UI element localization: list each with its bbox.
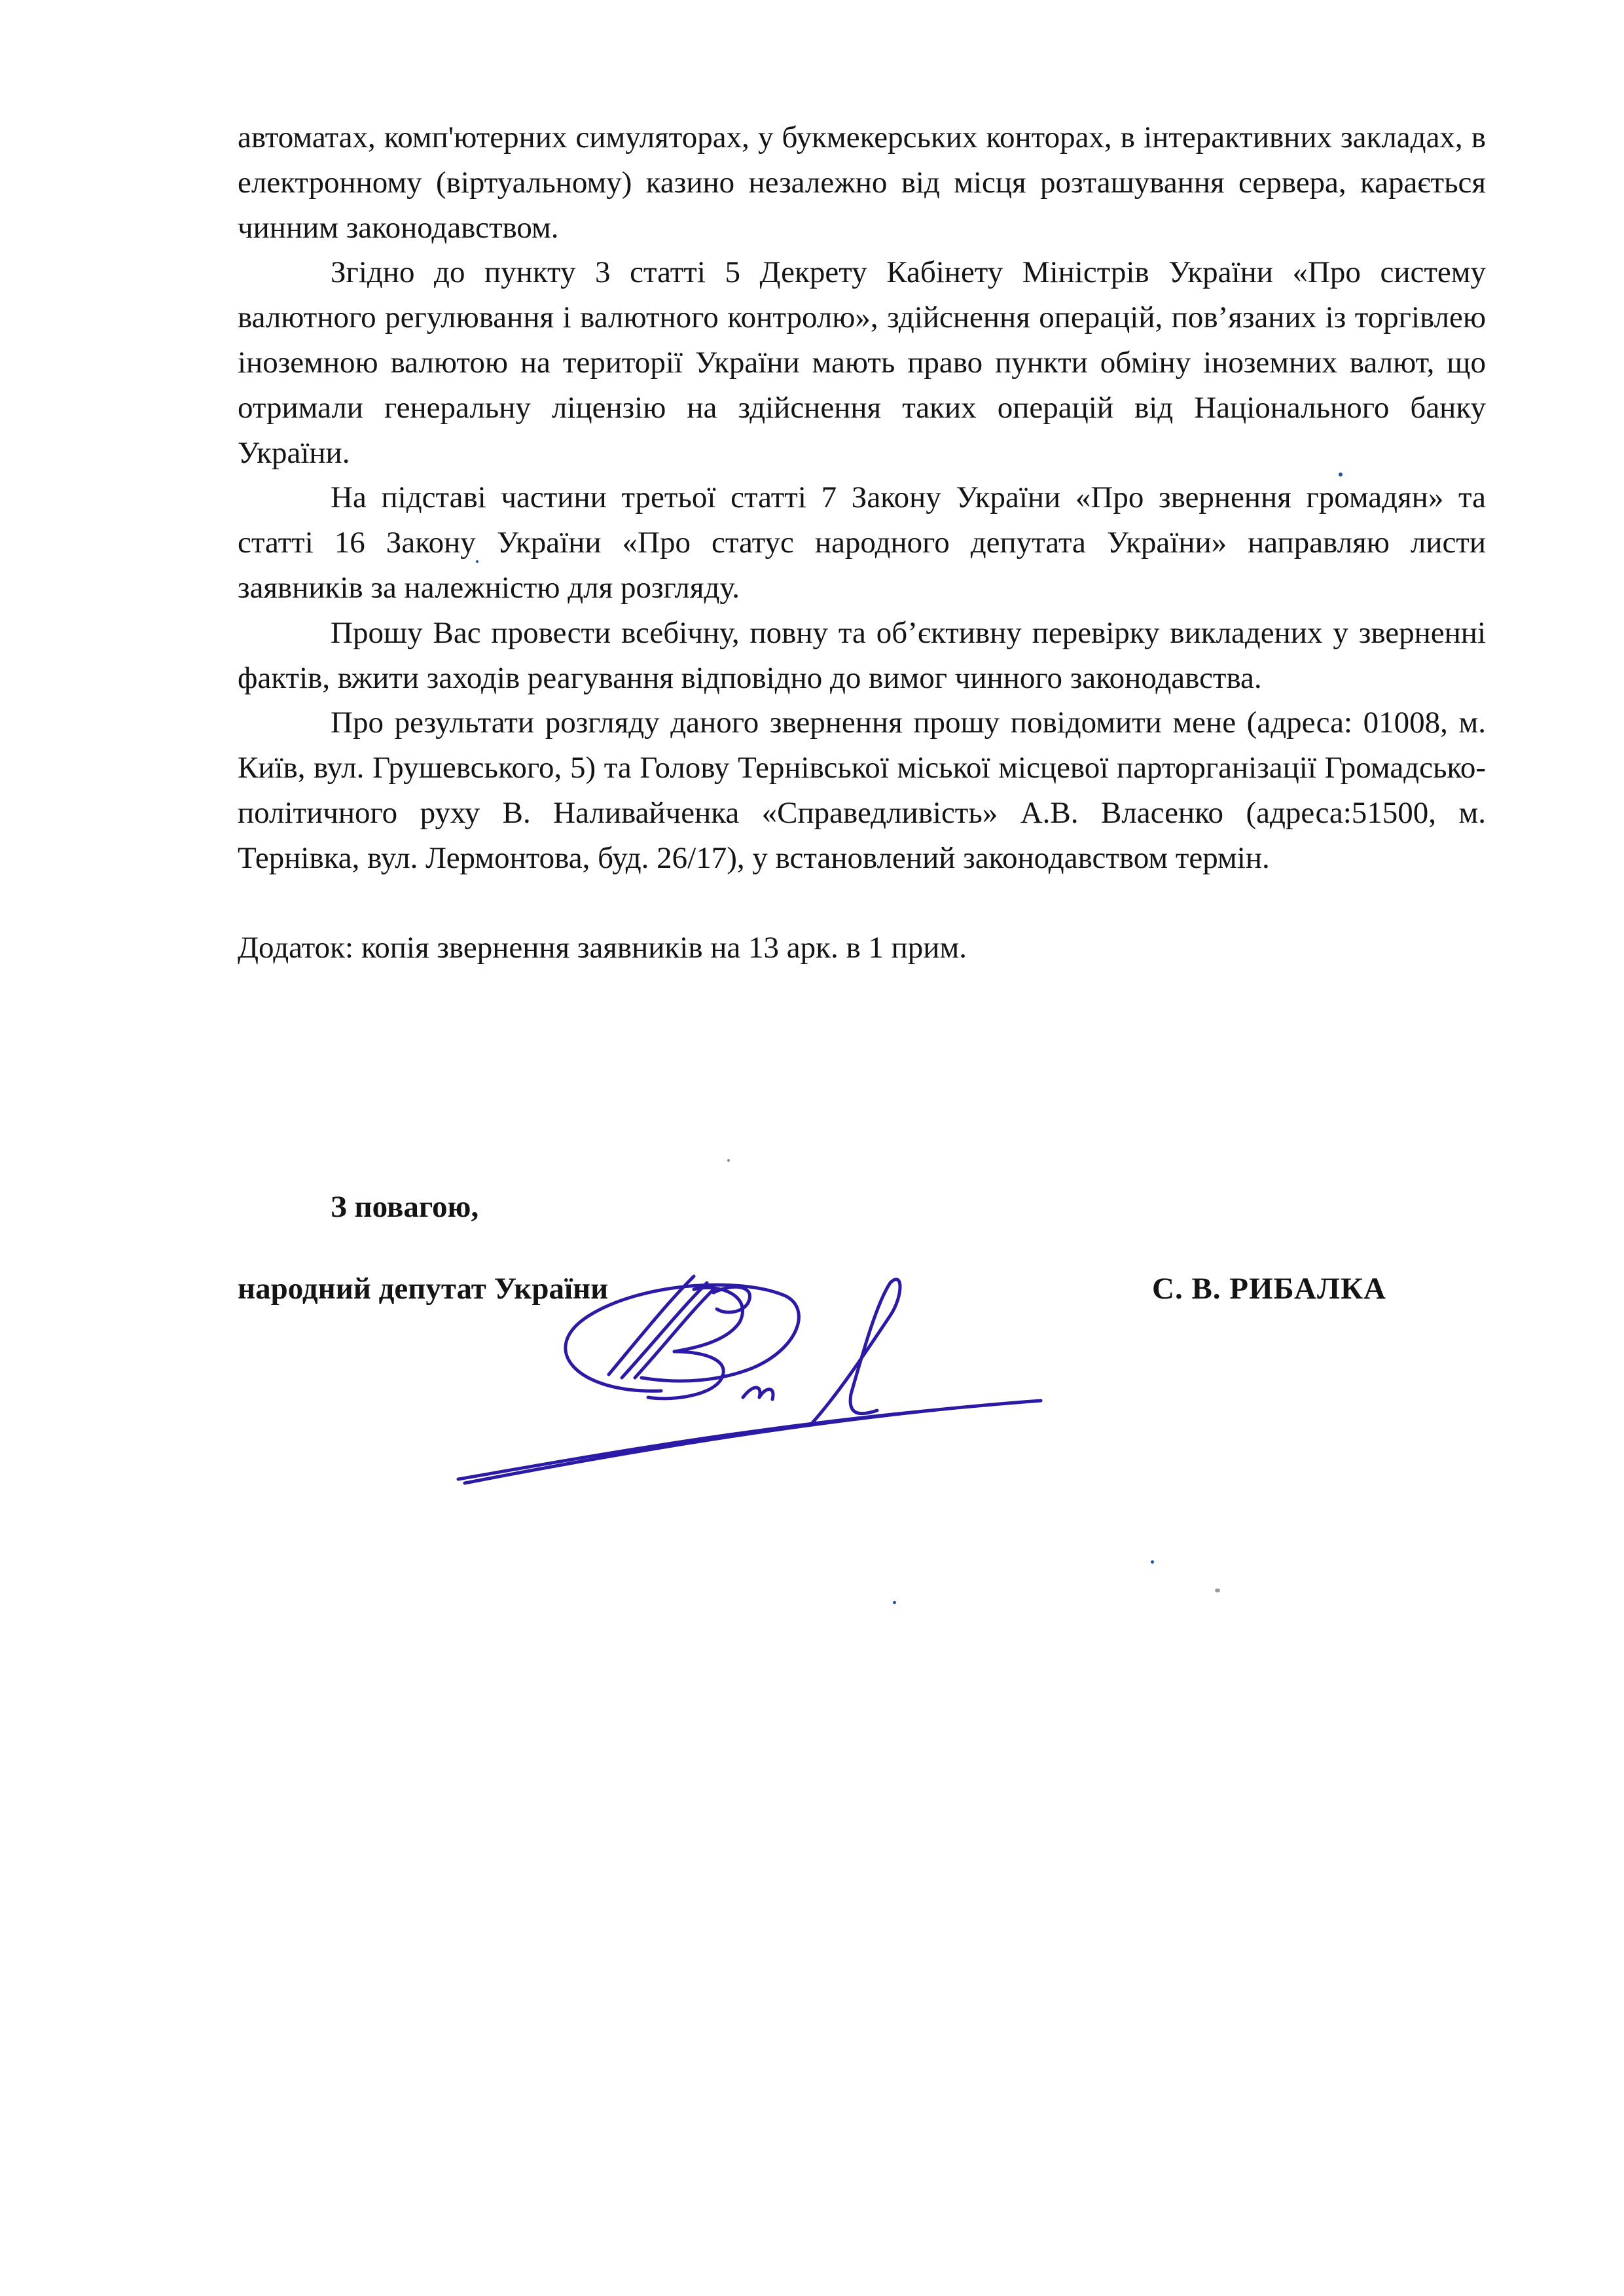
closing-regards: З повагою, — [331, 1190, 479, 1224]
scan-speck — [727, 1159, 730, 1162]
paragraph-notification: Про результати розгляду даного звернення прошу повідомити мене (адреса: 01008, м. Київ, вул. Грушевського, 5) та Голову Тернівської міської місцевої парторганізації Громадсько-політичного руху В. Наливайченка «Справедливість» А.В. Власенко (адреса:51500, м. Тернівка, вул. Лермонтова, буд. 26/17), у встановлений законодавством термін. — [238, 706, 1486, 875]
scan-speck — [1339, 473, 1343, 476]
paragraph-legal-basis: На підставі частини третьої статті 7 Закону України «Про звернення громадян» та статті 16 Закону України «Про статус народного депутата України» направляю листи заявників за належністю для розгляду. — [238, 480, 1486, 605]
attachment-note: Додаток: копія звернення заявників на 13 арк. в 1 прим. — [238, 931, 967, 965]
scan-speck — [476, 560, 478, 563]
paragraph-currency-regulation: Згідно до пункту 3 статті 5 Декрету Кабінету Міністрів України «Про систему валютного регулювання і валютного контролю», здійснення операцій, пов’язаних із торгівлею іноземною валютою на території України мають право пункти обміну іноземних валют, що отримали генеральну ліцензію на здійснення таких операцій від Національного банку України. — [238, 255, 1486, 470]
scan-speck — [1151, 1560, 1154, 1564]
handwritten-signature — [445, 1244, 1100, 1505]
signer-position: народний депутат України — [238, 1272, 609, 1306]
scan-speck — [1215, 1588, 1220, 1592]
signer-name: С. В. РИБАЛКА — [1152, 1272, 1386, 1306]
scan-speck — [893, 1601, 896, 1604]
letter-body — [238, 115, 1486, 971]
paragraph-continuation: автоматах, комп'ютерних симуляторах, у букмекерських конторах, в інтерактивних закладах, в електронному (віртуальному) казино незалежно від місця розташування сервера, карається чинним законодавством. — [238, 120, 1486, 245]
paragraph-request: Прошу Вас провести всебічну, повну та об’єктивну перевірку викладених у зверненні фактів, вжити заходів реагування відповідно до вимог чинного законодавства. — [238, 615, 1486, 695]
